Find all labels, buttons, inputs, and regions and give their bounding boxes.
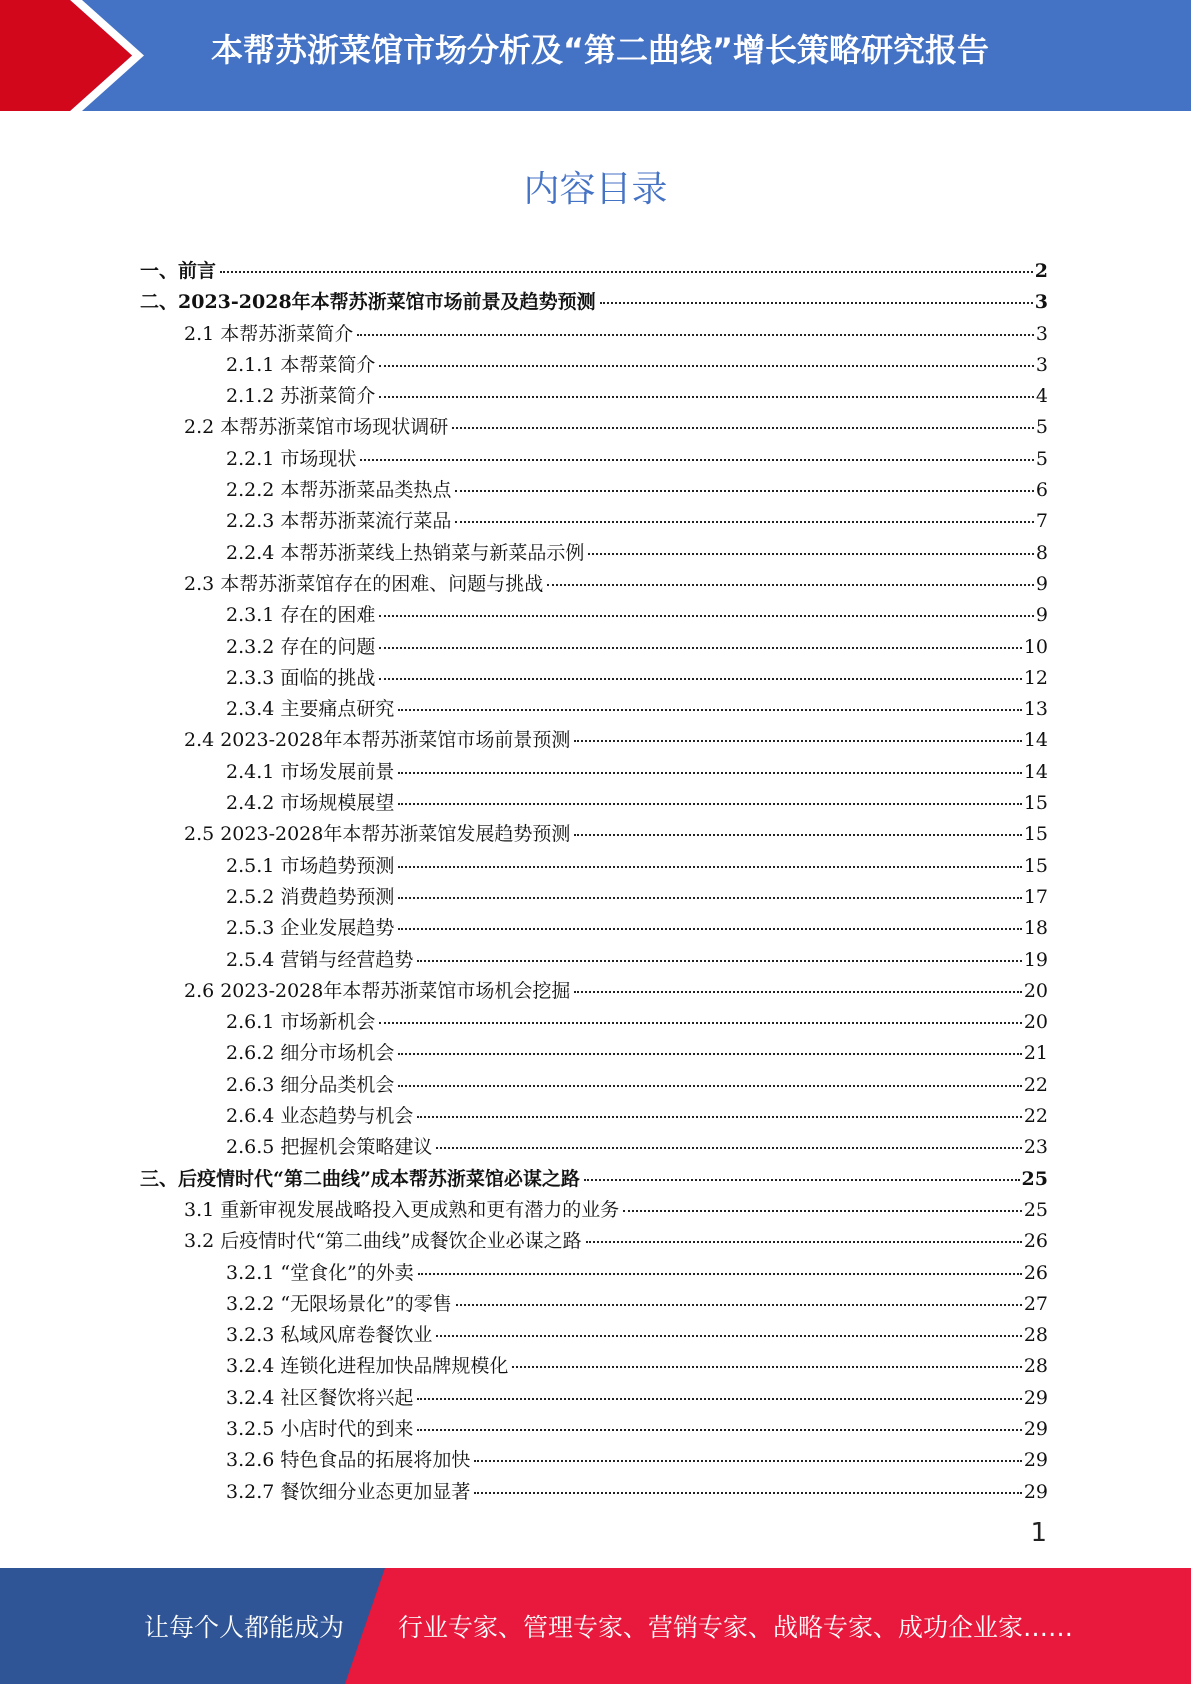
toc-entry-page: 26 — [1023, 1230, 1048, 1253]
toc-entry-page: 5 — [1035, 416, 1048, 439]
toc-dot-leader — [574, 814, 1021, 836]
toc-entry-number: 3.1 — [184, 1198, 215, 1221]
toc-dot-leader — [417, 1096, 1021, 1118]
toc-entry-number: 2.5.4 — [226, 948, 275, 971]
toc-entry-number: 2.5.1 — [226, 854, 275, 877]
toc-entry-number: 2.5.2 — [226, 885, 275, 908]
toc-entry-number: 二、 — [140, 291, 179, 314]
toc-entry-number: 2.2.4 — [226, 541, 275, 564]
toc-dot-leader — [398, 752, 1021, 774]
toc-dot-leader — [398, 783, 1021, 805]
toc-dot-leader — [417, 1378, 1021, 1400]
toc-dot-leader — [379, 345, 1034, 367]
toc-dot-leader — [398, 1065, 1021, 1087]
toc-entry-page: 28 — [1023, 1355, 1048, 1378]
toc-entry-number: 3.2.4 — [226, 1386, 275, 1409]
toc-entry-page: 4 — [1035, 385, 1048, 408]
toc-entry-label: 细分市场机会 — [280, 1042, 395, 1065]
table-of-contents — [140, 255, 1048, 1507]
header-red-block — [0, 0, 70, 111]
toc-entry-page: 3 — [1034, 291, 1048, 314]
toc-entry-label: 餐饮细分业态更加显著 — [280, 1480, 471, 1503]
toc-entry-page: 29 — [1023, 1386, 1048, 1409]
toc-entry-number: 3.2 — [184, 1230, 215, 1253]
toc-entry-page: 6 — [1035, 479, 1048, 502]
footer-slogan-left: 让每个人都能成为 — [144, 1613, 345, 1642]
toc-dot-leader — [379, 595, 1034, 617]
toc-entry-number: 2.2.3 — [226, 510, 275, 533]
toc-dot-leader — [398, 908, 1021, 930]
toc-dot-leader — [512, 1346, 1021, 1368]
toc-entry-label: 主要痛点研究 — [280, 698, 395, 721]
toc-entry-label: 本帮苏浙菜馆存在的困难、问题与挑战 — [220, 572, 544, 595]
toc-entry-label: 本帮苏浙菜简介 — [220, 322, 354, 345]
toc-entry-label: 社区餐饮将兴起 — [280, 1386, 414, 1409]
toc-entry-page: 26 — [1023, 1261, 1048, 1284]
toc-entry-label: 消费趋势预测 — [280, 885, 395, 908]
toc-entry-label: 存在的问题 — [280, 635, 376, 658]
toc-entry-number: 2.6.5 — [226, 1136, 275, 1159]
toc-entry-number: 3.2.3 — [226, 1324, 275, 1347]
toc-dot-leader — [586, 1221, 1022, 1243]
toc-entry-number: 2.6.1 — [226, 1011, 275, 1034]
toc-dot-leader — [547, 564, 1034, 586]
toc-entry-label: 2023-2028年本帮苏浙菜馆市场前景预测 — [220, 729, 571, 752]
toc-entry-page: 27 — [1023, 1292, 1048, 1315]
toc-dot-leader — [584, 1159, 1020, 1181]
toc-entry-label: 本帮苏浙菜线上热销菜与新菜品示例 — [280, 541, 585, 564]
toc-entry-page: 3 — [1035, 353, 1048, 376]
toc-entry-page: 18 — [1023, 917, 1048, 940]
toc-dot-leader — [360, 439, 1034, 461]
toc-entry-page: 28 — [1023, 1324, 1048, 1347]
toc-entry-label: “无限场景化”的零售 — [280, 1292, 452, 1315]
toc-entry-number: 2.5.3 — [226, 917, 275, 940]
toc-dot-leader — [398, 1033, 1021, 1055]
page-number: 1 — [1030, 1518, 1047, 1548]
toc-dot-leader — [379, 627, 1021, 649]
toc-entry-label: 存在的困难 — [280, 604, 376, 627]
report-title: 本帮苏浙菜馆市场分析及“第二曲线”增长策略研究报告 — [210, 31, 990, 69]
toc-dot-leader — [456, 1284, 1022, 1306]
toc-entry[interactable] — [140, 1476, 1048, 1507]
toc-dot-leader — [417, 940, 1021, 962]
toc-entry-label: 本帮苏浙菜流行菜品 — [280, 510, 452, 533]
toc-dot-leader — [379, 376, 1034, 398]
toc-entry-label: 本帮菜简介 — [280, 353, 376, 376]
toc-entry-label: 市场新机会 — [280, 1011, 376, 1034]
toc-entry-label: 企业发展趋势 — [280, 917, 395, 940]
toc-entry-page: 29 — [1023, 1480, 1048, 1503]
toc-dot-leader — [623, 1190, 1022, 1212]
toc-entry-label: 市场趋势预测 — [280, 854, 395, 877]
toc-entry-page: 17 — [1023, 885, 1048, 908]
toc-entry-number: 2.5 — [184, 823, 215, 846]
toc-entry-page: 3 — [1035, 322, 1048, 345]
toc-dot-leader — [474, 1440, 1021, 1462]
toc-entry-label: 私域风席卷餐饮业 — [280, 1324, 433, 1347]
toc-entry-label: 连锁化进程加快品牌规模化 — [280, 1355, 509, 1378]
toc-entry-number: 2.6.4 — [226, 1105, 275, 1128]
toc-entry-number: 2.3.2 — [226, 635, 275, 658]
toc-dot-leader — [357, 314, 1034, 336]
toc-entry-number: 2.2.1 — [226, 447, 275, 470]
toc-entry-number: 2.2.2 — [226, 479, 275, 502]
toc-entry-label: 后疫情时代“第二曲线”成餐饮企业必谋之路 — [220, 1230, 582, 1253]
toc-entry-label: 本帮苏浙菜品类热点 — [280, 479, 452, 502]
toc-dot-leader — [398, 877, 1021, 899]
toc-entry-page: 5 — [1035, 447, 1048, 470]
toc-entry-label: 细分品类机会 — [280, 1073, 395, 1096]
toc-entry-page: 15 — [1023, 854, 1048, 877]
toc-dot-leader — [379, 1002, 1021, 1024]
toc-entry-number: 2.1.1 — [226, 353, 275, 376]
toc-entry-label: 2023-2028年本帮苏浙菜馆市场前景及趋势预测 — [178, 291, 596, 314]
header-band — [0, 0, 1191, 111]
toc-entry-label: 市场现状 — [280, 447, 357, 470]
toc-entry-page: 9 — [1035, 572, 1048, 595]
toc-entry-number: 3.2.4 — [226, 1355, 275, 1378]
toc-entry-label: 市场发展前景 — [280, 760, 395, 783]
toc-entry-label: 前言 — [178, 260, 217, 282]
toc-entry-number: 3.2.5 — [226, 1417, 275, 1440]
toc-entry-number: 3.2.6 — [226, 1449, 275, 1472]
toc-entry-number: 三、 — [140, 1167, 179, 1190]
toc-entry-number: 2.6.2 — [226, 1042, 275, 1065]
toc-entry-page: 25 — [1021, 1167, 1048, 1190]
toc-entry-page: 15 — [1023, 823, 1048, 846]
toc-entry-label: 后疫情时代“第二曲线”成本帮苏浙菜馆必谋之路 — [178, 1167, 580, 1190]
toc-dot-leader — [398, 846, 1021, 868]
toc-entry-number: 3.2.7 — [226, 1480, 275, 1503]
toc-entry-page: 22 — [1023, 1105, 1048, 1128]
toc-entry-page: 14 — [1023, 729, 1048, 752]
toc-entry-number: 2.2 — [184, 416, 215, 439]
toc-entry-page: 20 — [1023, 1011, 1048, 1034]
toc-entry-page: 21 — [1023, 1042, 1048, 1065]
toc-dot-leader — [436, 1315, 1021, 1337]
toc-entry-page: 23 — [1023, 1136, 1048, 1159]
toc-entry-label: 苏浙菜简介 — [280, 385, 376, 408]
toc-entry-number: 一、 — [140, 260, 179, 282]
toc-entry-number: 2.1 — [184, 322, 215, 345]
toc-entry-number: 3.2.1 — [226, 1261, 275, 1284]
toc-entry-page: 2 — [1034, 260, 1048, 282]
toc-entry-page: 15 — [1023, 792, 1048, 815]
toc-dot-leader — [398, 689, 1021, 711]
toc-entry-page: 20 — [1023, 979, 1048, 1002]
toc-entry-number: 2.3.4 — [226, 698, 275, 721]
toc-entry-page: 13 — [1023, 698, 1048, 721]
toc-dot-leader — [417, 1409, 1021, 1431]
toc-entry-number: 2.4 — [184, 729, 215, 752]
toc-entry-number: 2.3 — [184, 572, 215, 595]
toc-entry-page: 29 — [1023, 1449, 1048, 1472]
toc-entry-page: 25 — [1023, 1198, 1048, 1221]
toc-entry-number: 2.1.2 — [226, 385, 275, 408]
toc-dot-leader — [379, 658, 1021, 680]
toc-entry-label: 业态趋势与机会 — [280, 1105, 414, 1128]
footer-band — [0, 1568, 1191, 1684]
toc-dot-leader — [220, 251, 1033, 273]
toc-entry-label: 2023-2028年本帮苏浙菜馆发展趋势预测 — [220, 823, 571, 846]
toc-entry-label: 小店时代的到来 — [280, 1417, 414, 1440]
toc-dot-leader — [436, 1127, 1021, 1149]
toc-heading: 内容目录 — [523, 169, 668, 210]
toc-entry-page: 9 — [1035, 604, 1048, 627]
toc-entry-label: 本帮苏浙菜馆市场现状调研 — [220, 416, 449, 439]
toc-dot-leader — [452, 407, 1034, 429]
toc-dot-leader — [588, 533, 1034, 555]
toc-entry-number: 2.3.1 — [226, 604, 275, 627]
toc-entry-number: 2.4.1 — [226, 760, 275, 783]
toc-dot-leader — [455, 470, 1034, 492]
toc-entry-label: 把握机会策略建议 — [280, 1136, 433, 1159]
toc-entry-label: 重新审视发展战略投入更成熟和更有潜力的业务 — [220, 1198, 620, 1221]
footer-slogan-right: 行业专家、管理专家、营销专家、战略专家、成功企业家…… — [398, 1613, 1074, 1642]
toc-entry-number: 2.3.3 — [226, 666, 275, 689]
toc-dot-leader — [574, 720, 1021, 742]
toc-dot-leader — [600, 282, 1033, 304]
toc-entry-page: 8 — [1035, 541, 1048, 564]
toc-entry-number: 2.6.3 — [226, 1073, 275, 1096]
toc-entry-label: “堂食化”的外卖 — [280, 1261, 414, 1284]
toc-entry-label: 特色食品的拓展将加快 — [280, 1449, 471, 1472]
toc-entry-label: 营销与经营趋势 — [280, 948, 414, 971]
toc-entry-number: 2.4.2 — [226, 792, 275, 815]
toc-entry-label: 市场规模展望 — [280, 792, 395, 815]
toc-entry-page: 19 — [1023, 948, 1048, 971]
toc-entry-number: 3.2.2 — [226, 1292, 275, 1315]
toc-dot-leader — [474, 1472, 1021, 1494]
toc-dot-leader — [418, 1253, 1022, 1275]
header-chevron-icon — [70, 0, 150, 111]
toc-entry-page: 29 — [1023, 1417, 1048, 1440]
toc-entry-page: 14 — [1023, 760, 1048, 783]
toc-entry-page: 7 — [1035, 510, 1048, 533]
toc-entry-label: 面临的挑战 — [280, 666, 376, 689]
toc-entry-page: 10 — [1023, 635, 1048, 658]
toc-dot-leader — [574, 971, 1021, 993]
toc-entry-page: 12 — [1023, 666, 1048, 689]
toc-entry-page: 22 — [1023, 1073, 1048, 1096]
toc-entry-label: 2023-2028年本帮苏浙菜馆市场机会挖掘 — [220, 979, 571, 1002]
toc-entry-number: 2.6 — [184, 979, 215, 1002]
toc-dot-leader — [455, 501, 1034, 523]
